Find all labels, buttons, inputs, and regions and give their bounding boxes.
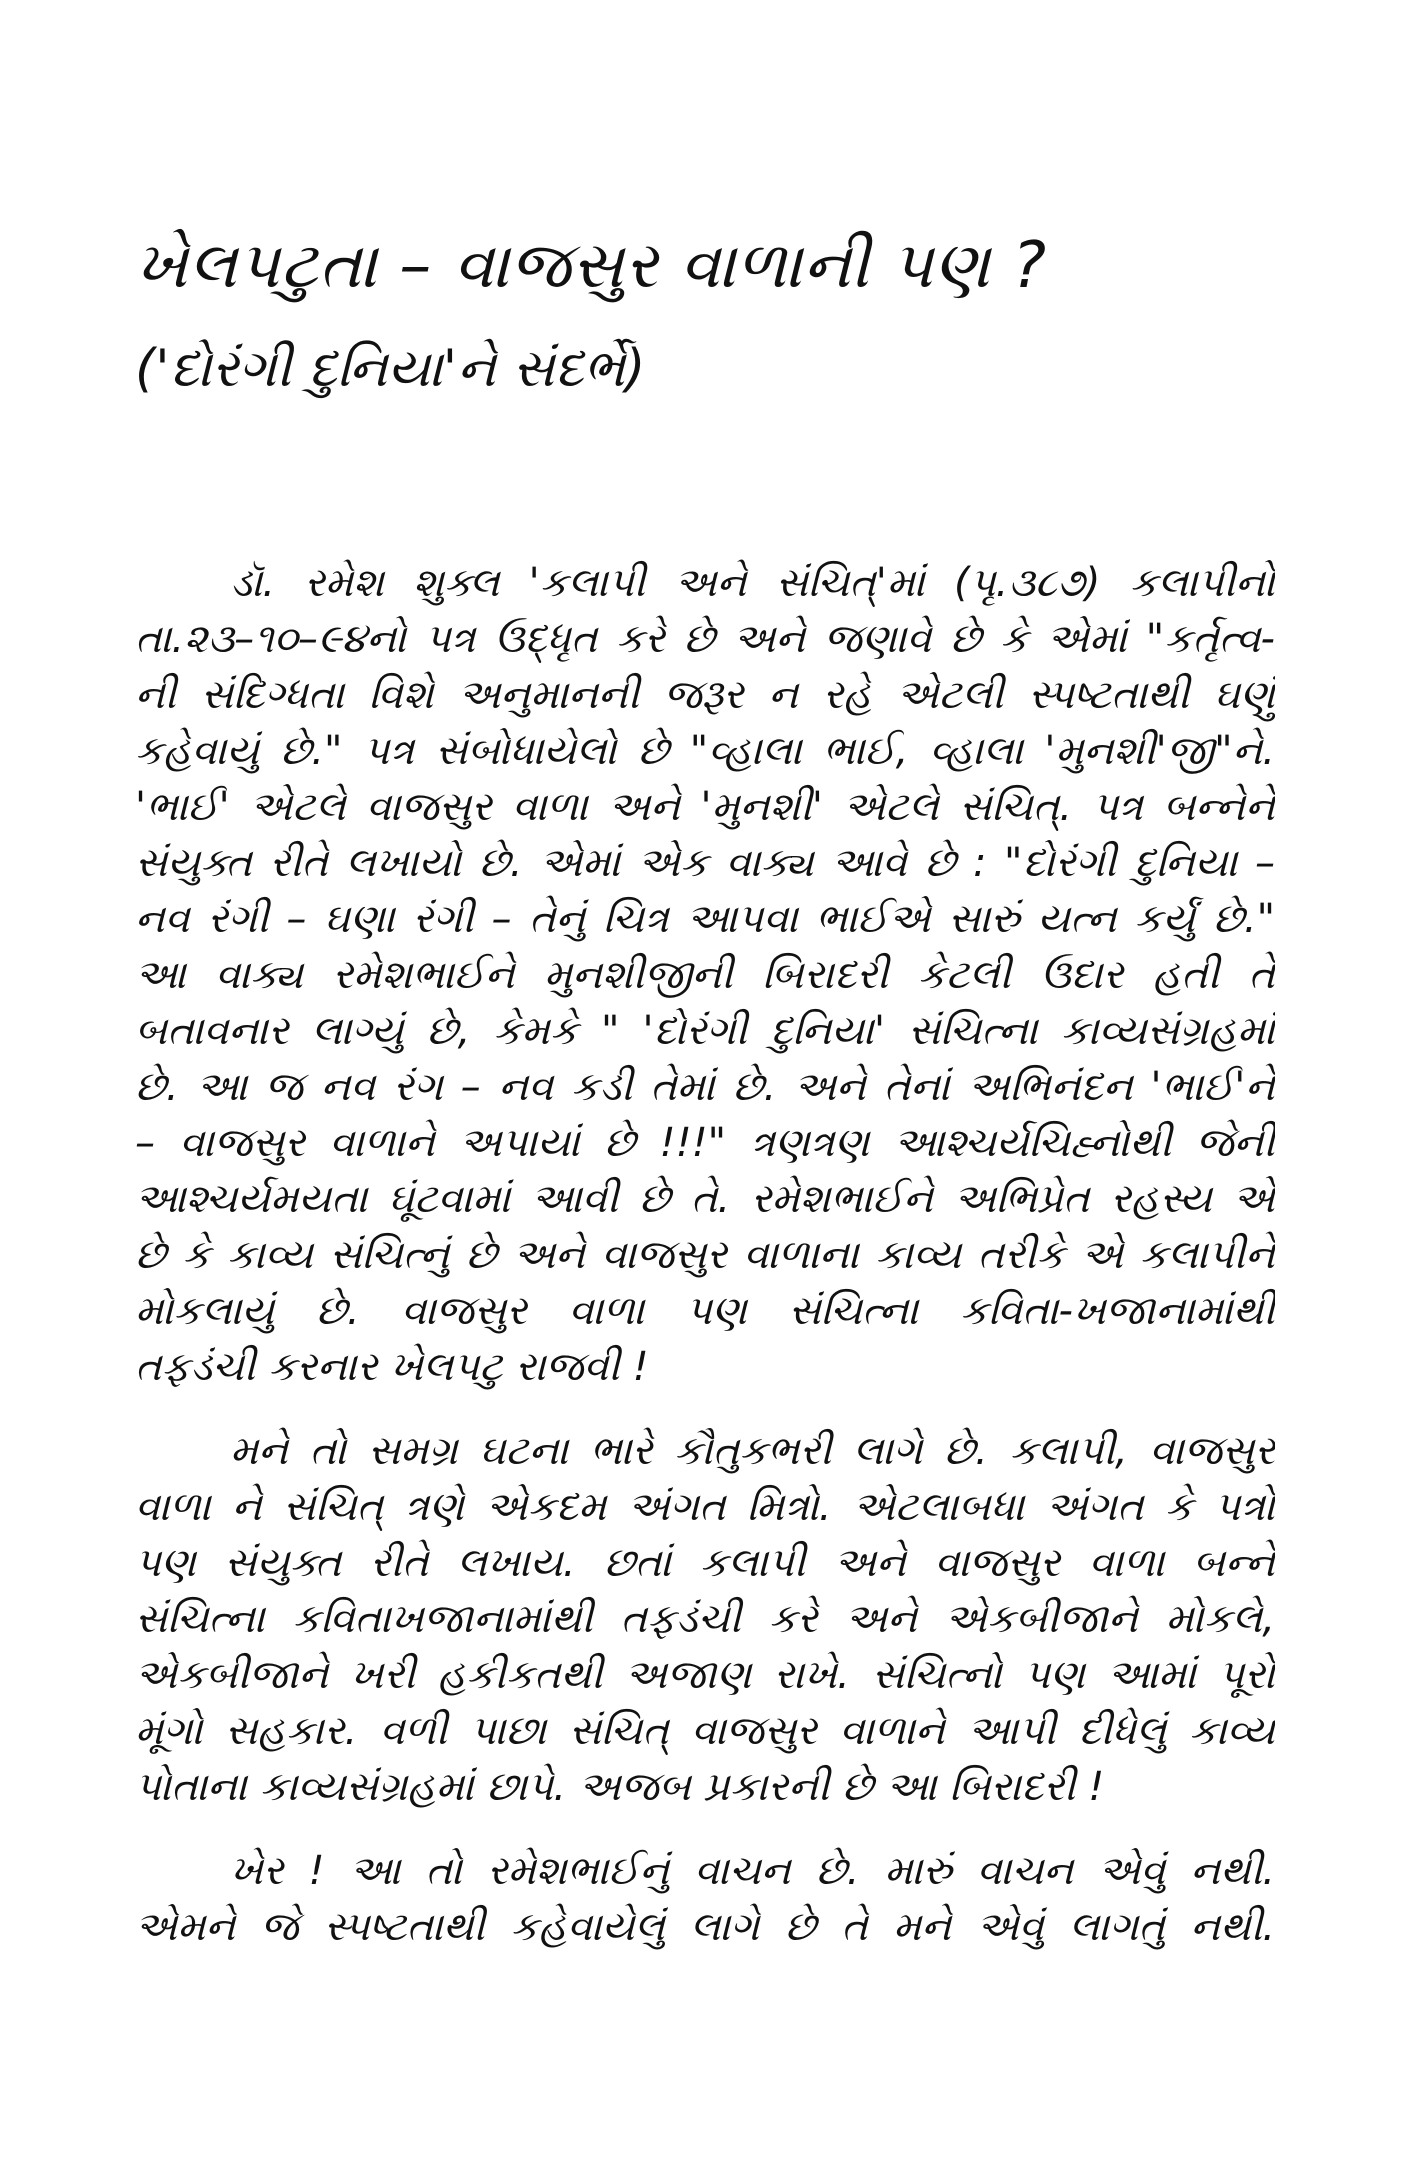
paragraph-1 xyxy=(135,555,1275,1395)
text-line: એમને જે સ્પષ્ટતાથી કહેવાયેલું લાગે છે તે મને એવું લાગતું નથી. xyxy=(135,1904,1275,1950)
text-line: કહેવાયું છે." પત્ર સંબોધાયેલો છે "વ્હાલા ભાઈ, વ્હાલા 'મુનશી'જી"ને. xyxy=(135,728,1275,774)
page-subtitle: ('દોરંગી દુનિયા'ને સંદર્ભે) xyxy=(135,339,646,399)
text-line: સંયુક્ત રીતે લખાયો છે. એમાં એક વાક્ય આવે છે : "દોરંગી દુનિયા – xyxy=(135,840,1275,886)
text-line: આશ્ચર્યમયતા ઘૂંટવામાં આવી છે તે. રમેશભાઈને અભિપ્રેત રહસ્ય એ xyxy=(135,1176,1275,1222)
text-line: તફડંચી કરનાર ખેલપટુ રાજવી ! xyxy=(135,1344,649,1390)
text-line: છે કે કાવ્ય સંચિત્નું છે અને વાજસુર વાળાના કાવ્ય તરીકે એ કલાપીને xyxy=(135,1232,1275,1278)
text-line: પણ સંયુક્ત રીતે લખાય. છતાં કલાપી અને વાજસુર વાળા બન્ને xyxy=(135,1540,1275,1586)
text-line: – વાજસુર વાળાને અપાયાં છે !!!" ત્રણત્રણ આશ્ચર્યચિહ્નોથી જેની xyxy=(135,1120,1275,1166)
text-line: ડૉ. રમેશ શુક્લ 'કલાપી અને સંચિત્'માં (પૃ.૩૮૭) કલાપીનો xyxy=(230,560,1275,606)
page-title: ખેલપટુતા – વાજસુર વાળાની પણ ? xyxy=(135,229,1048,303)
paragraph-gap xyxy=(135,1815,1275,1843)
text-line: ખેર ! આ તો રમેશભાઈનું વાચન છે. મારું વાચન એવું નથી. xyxy=(230,1848,1275,1894)
text-line: બતાવનાર લાગ્યું છે, કેમકે " 'દોરંગી દુનિયા' સંચિત્ના કાવ્યસંગ્રહમાં xyxy=(135,1008,1275,1054)
text-line: ની સંદિગ્ધતા વિશે અનુમાનની જરૂર ન રહે એટલી સ્પષ્ટતાથી ઘણું xyxy=(135,672,1275,718)
text-line: તા.૨૩–૧૦–૯૪નો પત્ર ઉદ્ધૃત કરે છે અને જણાવે છે કે એમાં "કર્તૃત્વ- xyxy=(135,616,1275,662)
text-line: એકબીજાને ખરી હકીકતથી અજાણ રાખે. સંચિત્નો પણ આમાં પૂરો xyxy=(135,1652,1275,1698)
text-line: 'ભાઈ' એટલે વાજસુર વાળા અને 'મુનશી' એટલે સંચિત્. પત્ર બન્નેને xyxy=(135,784,1275,830)
paragraph-gap xyxy=(135,1395,1275,1423)
text-line: પોતાના કાવ્યસંગ્રહમાં છાપે. અજબ પ્રકારની છે આ બિરાદરી ! xyxy=(135,1764,1105,1810)
text-line: સંચિત્ના કવિતાખજાનામાંથી તફડંચી કરે અને એકબીજાને મોકલે, xyxy=(135,1596,1275,1642)
text-line: મને તો સમગ્ર ઘટના ભારે કૌતુકભરી લાગે છે. કલાપી, વાજસુર xyxy=(230,1428,1275,1474)
text-line: નવ રંગી – ઘણા રંગી – તેનું ચિત્ર આપવા ભાઈએ સારું યત્ન કર્યું છે." xyxy=(135,896,1275,942)
body-text xyxy=(135,555,1275,1955)
text-line: વાળા ને સંચિત્ ત્રણે એકદમ અંગત મિત્રો. એટલાબધા અંગત કે પત્રો xyxy=(135,1484,1275,1530)
paragraph-2 xyxy=(135,1423,1275,1815)
text-line: મોકલાયું છે. વાજસુર વાળા પણ સંચિત્ના કવિતા-ખજાનામાંથી xyxy=(135,1288,1275,1334)
text-line: છે. આ જ નવ રંગ – નવ કડી તેમાં છે. અને તેનાં અભિનંદન 'ભાઈ'ને xyxy=(135,1064,1275,1110)
text-line: આ વાક્ય રમેશભાઈને મુનશીજીની બિરાદરી કેટલી ઉદાર હતી તે xyxy=(135,952,1275,998)
paragraph-3 xyxy=(135,1843,1275,1955)
text-line: મૂંગો સહકાર. વળી પાછા સંચિત્ વાજસુર વાળાને આપી દીધેલું કાવ્ય xyxy=(135,1708,1275,1754)
